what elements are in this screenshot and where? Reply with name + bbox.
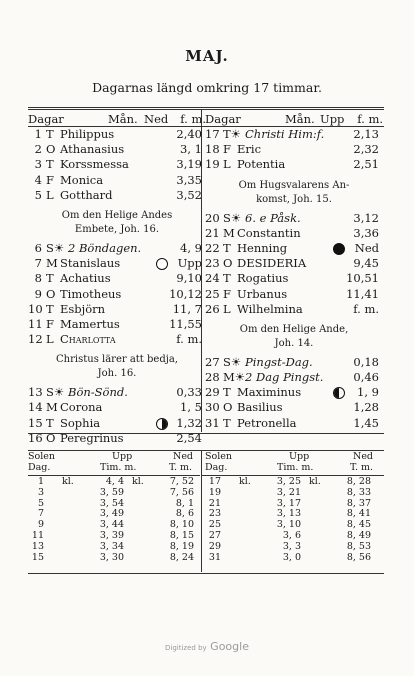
day-number: 31 bbox=[205, 415, 220, 430]
moon-time: Upp bbox=[177, 256, 202, 271]
name-day: Henning bbox=[237, 240, 288, 255]
sun-set: 7, 56 bbox=[169, 486, 194, 498]
sun-kl: kl. bbox=[132, 476, 144, 487]
sun-set: 8, 41 bbox=[346, 508, 371, 520]
name-day: Esbjörn bbox=[60, 301, 106, 316]
moon-time: 11,55 bbox=[169, 316, 202, 331]
sun-day: 7 bbox=[37, 508, 44, 520]
sun-row bbox=[205, 488, 385, 499]
name-day: Basilius bbox=[237, 400, 283, 415]
day-number: 17 bbox=[205, 127, 220, 141]
moon-time: 2,32 bbox=[353, 142, 379, 157]
sun-set: 7, 52 bbox=[169, 476, 194, 487]
day-number: 10 bbox=[28, 301, 43, 316]
calendar-day-row bbox=[28, 385, 206, 400]
name-day: Potentia bbox=[237, 157, 286, 172]
sun-rise: 3, 13 bbox=[276, 508, 301, 520]
day-number: 12 bbox=[28, 332, 43, 347]
sun-set: 8, 24 bbox=[169, 551, 194, 563]
moon-time: 11,41 bbox=[346, 286, 379, 301]
sun-day: 17 bbox=[208, 476, 221, 487]
day-number: 4 bbox=[34, 172, 42, 187]
moon-time: 1,32 bbox=[176, 415, 202, 430]
calendar-day-row bbox=[28, 332, 206, 347]
left-note-1: Om den Helige Andes Embete, Joh. 16. bbox=[61, 209, 173, 235]
day-number: 3 bbox=[34, 157, 42, 172]
moon-time: 0,33 bbox=[176, 385, 202, 400]
weekday-letter: F bbox=[46, 172, 54, 187]
calendar-day-row bbox=[205, 211, 383, 226]
sun-set: 8, 45 bbox=[346, 519, 371, 531]
day-number: 16 bbox=[28, 430, 43, 445]
calendar-day-row bbox=[28, 142, 206, 157]
header-man: Mån. bbox=[108, 112, 138, 126]
day-number: 28 bbox=[205, 370, 220, 385]
calendar-day-row bbox=[205, 226, 383, 241]
moon-phase-last-icon bbox=[333, 387, 345, 399]
day-number: 22 bbox=[205, 240, 220, 255]
sun-kl: kl. bbox=[239, 476, 251, 487]
sun-set: 8, 53 bbox=[346, 540, 371, 552]
weekday-letter: F bbox=[223, 142, 231, 157]
sun-set: 8, 28 bbox=[346, 476, 371, 487]
day-number: 21 bbox=[205, 225, 220, 240]
moon-time: 1,28 bbox=[353, 400, 379, 415]
moon-time: 9,10 bbox=[176, 271, 202, 286]
day-number: 18 bbox=[205, 142, 220, 157]
name-day: Peregrinus bbox=[60, 430, 124, 445]
calendar-day-row bbox=[205, 142, 383, 157]
left-calendar-column bbox=[28, 127, 206, 446]
sun-rise: 3, 49 bbox=[99, 508, 124, 520]
weekday-letter: S☀ bbox=[223, 354, 242, 369]
moon-time: f. m. bbox=[353, 301, 379, 316]
sun-set: 8, 6 bbox=[175, 508, 194, 520]
header-upp: Upp bbox=[320, 112, 345, 126]
right-note-2: Om den Helige Ande, Joh. 14. bbox=[239, 323, 349, 349]
moon-time: Ned bbox=[354, 240, 379, 255]
sun-day: 13 bbox=[31, 540, 44, 552]
sun-rise: 3, 59 bbox=[99, 486, 124, 498]
sun-set: 8, 49 bbox=[346, 529, 371, 541]
weekday-letter: M bbox=[46, 400, 58, 415]
calendar-day-row bbox=[205, 241, 383, 256]
calendar-day-row bbox=[28, 256, 206, 271]
page-title: MAJ. bbox=[185, 47, 229, 65]
sun-set: 8, 15 bbox=[169, 529, 194, 541]
name-day: Eric bbox=[237, 142, 262, 157]
left-top-rows bbox=[28, 127, 206, 203]
calendar-bottom-rule bbox=[28, 433, 384, 434]
moon-time: 1,45 bbox=[353, 415, 379, 430]
day-number: 14 bbox=[28, 400, 43, 415]
sun-set: 8, 10 bbox=[169, 519, 194, 531]
weekday-letter: S☀ bbox=[223, 210, 242, 225]
calendar-day-row bbox=[205, 302, 383, 317]
name-day: Timotheus bbox=[60, 286, 122, 301]
calendar-day-row bbox=[205, 400, 383, 415]
sun-divider bbox=[201, 450, 202, 572]
name-day: 2 Dag Pingst. bbox=[245, 370, 324, 385]
name-day: Bön-Sönd. bbox=[68, 385, 128, 400]
moon-time: 10,12 bbox=[169, 286, 202, 301]
moon-time: 10,51 bbox=[346, 271, 379, 286]
weekday-letter: L bbox=[46, 187, 54, 202]
weekday-letter: T bbox=[223, 240, 231, 255]
weekday-letter: T bbox=[46, 415, 54, 430]
sun-day: 5 bbox=[37, 497, 44, 509]
day-number: 25 bbox=[205, 286, 220, 301]
header-ned: Ned bbox=[144, 112, 169, 126]
sun-day: 31 bbox=[208, 551, 221, 563]
weekday-letter: T bbox=[46, 301, 54, 316]
day-number: 15 bbox=[28, 415, 43, 430]
day-number: 27 bbox=[205, 354, 220, 369]
name-day: Stanislaus bbox=[60, 256, 121, 271]
left-header bbox=[28, 112, 206, 127]
weekday-letter: F bbox=[46, 316, 54, 331]
calendar-day-row bbox=[28, 416, 206, 431]
right-header bbox=[205, 112, 383, 127]
sun-kl: kl. bbox=[62, 476, 74, 487]
calendar-day-row bbox=[205, 370, 383, 385]
sun-day: 27 bbox=[208, 529, 221, 541]
moon-time: 4, 9 bbox=[180, 240, 202, 255]
weekday-letter: T bbox=[223, 415, 231, 430]
sun-right-rows bbox=[205, 477, 385, 563]
weekday-letter: T bbox=[46, 157, 54, 172]
header-dagar: Dagar bbox=[205, 112, 241, 126]
sun-rise: 3, 10 bbox=[276, 519, 301, 531]
calendar-day-row bbox=[205, 385, 383, 400]
header-fm: f. m. bbox=[180, 112, 206, 126]
calendar-day-row bbox=[205, 416, 383, 431]
name-day: Korssmessa bbox=[60, 157, 129, 172]
weekday-letter: T☀ bbox=[223, 127, 241, 141]
sun-set: 8, 56 bbox=[346, 551, 371, 563]
calendar-day-row bbox=[28, 241, 206, 256]
right-bottom-rows bbox=[205, 355, 383, 431]
moon-phase-full-icon bbox=[156, 258, 168, 270]
moon-time: 2,40 bbox=[176, 127, 202, 141]
header-man: Mån. bbox=[285, 112, 315, 126]
sun-day: 23 bbox=[208, 508, 221, 520]
name-day: Sophia bbox=[60, 415, 101, 430]
name-day: Rogatius bbox=[237, 271, 289, 286]
name-day: DESIDERIA bbox=[237, 256, 307, 271]
calendar-day-row bbox=[28, 302, 206, 317]
moon-time: 11, 7 bbox=[172, 301, 202, 316]
calendar-day-row bbox=[28, 400, 206, 415]
calendar-day-row bbox=[28, 127, 206, 142]
day-number: 8 bbox=[34, 271, 42, 286]
digitized-footer bbox=[0, 640, 414, 653]
day-number: 24 bbox=[205, 271, 220, 286]
moon-time: 1, 5 bbox=[180, 400, 202, 415]
sun-row bbox=[28, 553, 200, 564]
moon-time: 3,35 bbox=[176, 172, 202, 187]
sun-rise: 4, 4 bbox=[105, 476, 124, 487]
google-logo-text: Google bbox=[210, 640, 249, 653]
day-number: 6 bbox=[34, 240, 42, 255]
moon-time: f. m. bbox=[176, 332, 202, 347]
top-rule-double bbox=[28, 109, 384, 110]
calendar-day-row bbox=[205, 256, 383, 271]
name-day: Pingst-Dag. bbox=[245, 354, 313, 369]
weekday-letter: S☀ bbox=[46, 240, 65, 255]
calendar-day-row bbox=[205, 127, 383, 142]
day-number: 5 bbox=[34, 187, 42, 202]
moon-phase-new-icon bbox=[333, 243, 345, 255]
sun-bottom-rule bbox=[28, 573, 384, 574]
left-note-2: Christus lärer att bedja, Joh. 16. bbox=[56, 354, 178, 380]
sun-row bbox=[28, 542, 200, 553]
day-number: 23 bbox=[205, 256, 220, 271]
sun-rise: 3, 21 bbox=[276, 486, 301, 498]
name-day: Achatius bbox=[60, 271, 111, 286]
top-rule bbox=[28, 107, 384, 108]
weekday-letter: O bbox=[46, 286, 56, 301]
sun-rise: 3, 44 bbox=[99, 519, 124, 531]
moon-time: 3,36 bbox=[353, 225, 379, 240]
name-day: Constantin bbox=[237, 225, 301, 240]
day-number: 1 bbox=[34, 127, 42, 141]
name-day: Charlotta bbox=[60, 332, 116, 347]
weekday-letter: M☀ bbox=[223, 370, 246, 385]
name-day: Petronella bbox=[237, 415, 297, 430]
sun-rise: 3, 17 bbox=[276, 497, 301, 509]
left-mid-rows bbox=[28, 241, 206, 347]
left-bottom-rows bbox=[28, 385, 206, 446]
sun-day: 19 bbox=[208, 486, 221, 498]
weekday-letter: M bbox=[223, 225, 235, 240]
name-day: Corona bbox=[60, 400, 103, 415]
sun-day: 9 bbox=[37, 519, 44, 531]
name-day: Urbanus bbox=[237, 286, 288, 301]
moon-time: 2,13 bbox=[353, 127, 379, 141]
calendar-day-row bbox=[28, 188, 206, 203]
moon-time: 2,51 bbox=[353, 157, 379, 172]
name-day: Maximinus bbox=[237, 385, 302, 400]
moon-time: 3,52 bbox=[176, 187, 202, 202]
weekday-letter: O bbox=[223, 400, 233, 415]
day-number: 11 bbox=[28, 316, 43, 331]
right-calendar-column bbox=[205, 127, 383, 431]
moon-time: 3,12 bbox=[353, 210, 379, 225]
moon-time: 2,54 bbox=[176, 430, 202, 445]
right-note-1: Om Hugsvalarens An- komst, Joh. 15. bbox=[238, 179, 350, 205]
sun-rise: 3, 34 bbox=[99, 540, 124, 552]
weekday-letter: S☀ bbox=[46, 385, 65, 400]
moon-time: 0,18 bbox=[353, 354, 379, 369]
sun-row bbox=[28, 488, 200, 499]
weekday-letter: O bbox=[223, 256, 233, 271]
moon-time: 9,45 bbox=[353, 256, 379, 271]
day-number: 7 bbox=[34, 256, 42, 271]
day-number: 13 bbox=[28, 385, 43, 400]
moon-time: 3, 1 bbox=[180, 142, 202, 157]
header-fm: f. m. bbox=[357, 112, 383, 126]
name-day: 6. e Påsk. bbox=[245, 210, 301, 225]
calendar-day-row bbox=[28, 173, 206, 188]
calendar-day-row bbox=[205, 355, 383, 370]
sun-day: 3 bbox=[37, 486, 44, 498]
weekday-letter: T bbox=[46, 271, 54, 286]
sun-rise: 3, 30 bbox=[99, 551, 124, 563]
name-day: Philippus bbox=[60, 127, 115, 141]
sun-set: 8, 33 bbox=[346, 486, 371, 498]
weekday-letter: T bbox=[223, 385, 231, 400]
sun-day: 11 bbox=[31, 529, 44, 541]
weekday-letter: O bbox=[46, 142, 56, 157]
right-mid-rows bbox=[205, 211, 383, 317]
calendar-day-row bbox=[28, 317, 206, 332]
calendar-day-row bbox=[28, 271, 206, 286]
calendar-day-row bbox=[28, 287, 206, 302]
day-number: 2 bbox=[34, 142, 42, 157]
calendar-day-row bbox=[205, 157, 383, 172]
weekday-letter: O bbox=[46, 430, 56, 445]
sun-set: 8, 1 bbox=[175, 497, 194, 509]
calendar-day-row bbox=[205, 271, 383, 286]
sun-rise: 3, 3 bbox=[282, 540, 301, 552]
sun-table-right: Solen Upp Ned Dag. Tim. m. T. m. 17 kl. 3, 25 kl. 8, 28 19 3, 21 8, 33 21 3, 17 8, 37 23 3, 13 8, 41 25 3, 10 8, 45 27 3, 6 8, 49 29 3, 3 8, 53 31 3, 0 8, 56 bbox=[205, 452, 385, 474]
day-number: 26 bbox=[205, 301, 220, 316]
sun-kl: kl. bbox=[309, 476, 321, 487]
sun-rise: 3, 6 bbox=[282, 529, 301, 541]
moon-time: 3,19 bbox=[176, 157, 202, 172]
moon-phase-first-icon bbox=[156, 418, 168, 430]
weekday-letter: L bbox=[46, 332, 54, 347]
header-dagar: Dagar bbox=[28, 112, 64, 126]
day-number: 30 bbox=[205, 400, 220, 415]
day-number: 9 bbox=[34, 286, 42, 301]
right-top-rows bbox=[205, 127, 383, 173]
sun-set: 8, 37 bbox=[346, 497, 371, 509]
name-day: Mamertus bbox=[60, 316, 120, 331]
sun-rise: 3, 39 bbox=[99, 529, 124, 541]
sun-rise: 3, 54 bbox=[99, 497, 124, 509]
sun-row bbox=[205, 542, 385, 553]
name-day: Monica bbox=[60, 172, 104, 187]
moon-time: 1, 9 bbox=[357, 385, 379, 400]
name-day: 2 Böndagen. bbox=[68, 240, 142, 255]
weekday-letter: L bbox=[223, 301, 231, 316]
day-number: 29 bbox=[205, 385, 220, 400]
sun-row bbox=[205, 553, 385, 564]
sun-rise: 3, 0 bbox=[282, 551, 301, 563]
sun-day: 21 bbox=[208, 497, 221, 509]
calendar-day-row bbox=[28, 157, 206, 172]
sun-day: 25 bbox=[208, 519, 221, 531]
weekday-letter: T bbox=[223, 271, 231, 286]
sun-day: 29 bbox=[208, 540, 221, 552]
weekday-letter: L bbox=[223, 157, 231, 172]
name-day: Gotthard bbox=[60, 187, 113, 202]
sun-day: 15 bbox=[31, 551, 44, 563]
digitized-label: Digitized by bbox=[165, 644, 207, 652]
name-day: Wilhelmina bbox=[237, 301, 303, 316]
page-subtitle: Dagarnas längd omkring 17 timmar. bbox=[92, 80, 322, 95]
sun-day: 1 bbox=[37, 476, 44, 487]
moon-time: 0,46 bbox=[353, 370, 379, 385]
day-number: 20 bbox=[205, 210, 220, 225]
calendar-day-row bbox=[205, 287, 383, 302]
sun-set: 8, 19 bbox=[169, 540, 194, 552]
sun-rise: 3, 25 bbox=[276, 476, 301, 487]
name-day: Athanasius bbox=[60, 142, 125, 157]
sun-left-rows bbox=[28, 477, 200, 563]
weekday-letter: M bbox=[46, 256, 58, 271]
sun-table-left: Solen Upp Ned Dag. Tim. m. T. m. 1 kl. 4, 4 kl. 7, 52 3 3, 59 7, 56 5 3, 54 8, 1 7 3, 49 8, 6 9 3, 44 8, 10 11 3, 39 8, 15 13 3, 34 8, 19 15 3, 30 8, 24 bbox=[28, 452, 200, 474]
name-day: Christi Him:f. bbox=[245, 127, 325, 141]
day-number: 19 bbox=[205, 157, 220, 172]
weekday-letter: F bbox=[223, 286, 231, 301]
weekday-letter: T bbox=[46, 127, 54, 141]
